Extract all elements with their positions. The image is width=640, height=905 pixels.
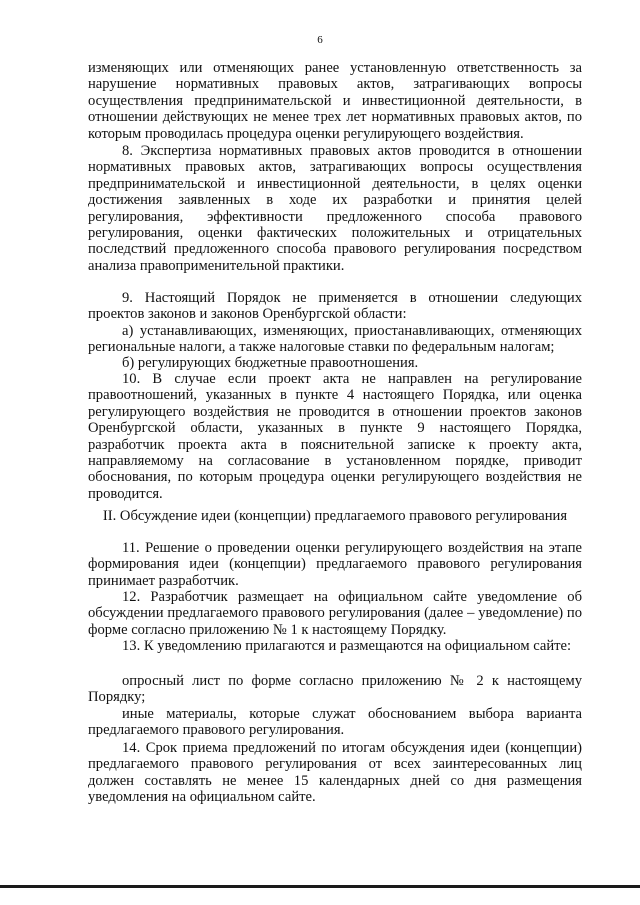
section-heading: II. Обсуждение идеи (концепции) предлагаемого правового регулирования <box>102 508 568 524</box>
page-number: 6 <box>317 34 323 46</box>
scan-edge-line <box>0 885 640 888</box>
paragraph-10: 10. В случае если проект акта не направлен на регулирование правоотношений, указанных в пункте 4 настоящего Порядка, или оценка регулирующего воздействия не проводится в отношении проектов законов Оренбургской области, указанных в пункте 9 настоящего Порядка, разработчик проекта акта в пояснительной записке к проекту акта, направляемому на согласование в установленном порядке, приводит обоснования, по которым процедура оценки регулирующего воздействия не проводится. <box>88 371 582 502</box>
paragraph-9-item-b: б) регулирующих бюджетные правоотношения. <box>122 355 419 371</box>
paragraph-14: 14. Срок приема предложений по итогам обсуждения идеи (концепции) предлагаемого правового регулирования от всех заинтересованных лиц должен составлять не менее 15 календарных дней со дня размещения уведомления на официальном сайте. <box>88 740 582 806</box>
paragraph-9-item-a: а) устанавливающих, изменяющих, приостанавливающих, отменяющих региональные налоги, а также налоговые ставки по федеральным налогам; <box>88 323 582 356</box>
paragraph-8: 8. Экспертиза нормативных правовых актов проводится в отношении нормативных правовых актов, затрагивающих вопросы осуществления предпринимательской и инвестиционной деятельности, в целях оценки достижения заявленных в ходе их разработки и принятия целей регулирования, эффективности предложенного способа правового регулирования, оценки фактических положительных и отрицательных последствий предложенного способа правового регулирования посредством анализа правоприменительной практики. <box>88 143 582 274</box>
paragraph-13: 13. К уведомлению прилагаются и размещаются на официальном сайте: <box>122 638 572 654</box>
paragraph-continuation: изменяющих или отменяющих ранее установленную ответственность за нарушение нормативных правовых актов, затрагивающих вопросы осуществления предпринимательской и инвестиционной деятельности, в отношении действующих не менее трех лет нормативных правовых актов, по которым проводилась процедура оценки регулирующего воздействия. <box>88 60 582 142</box>
paragraph-11: 11. Решение о проведении оценки регулирующего воздействия на этапе формирования идеи (концепции) предлагаемого правового регулирования принимает разработчик. <box>88 540 582 589</box>
paragraph-12: 12. Разработчик размещает на официальном сайте уведомление об обсуждении предлагаемого правового регулирования (далее – уведомление) по форме согласно приложению № 1 к настоящему Порядку. <box>88 589 582 638</box>
paragraph-9: 9. Настоящий Порядок не применяется в отношении следующих проектов законов и законов Оренбургской области: <box>88 290 582 323</box>
paragraph-13-item-1: опросный лист по форме согласно приложению № 2 к настоящему Порядку; <box>88 673 582 706</box>
paragraph-13-item-2: иные материалы, которые служат обоснованием выбора варианта предлагаемого правового регулирования. <box>88 706 582 739</box>
